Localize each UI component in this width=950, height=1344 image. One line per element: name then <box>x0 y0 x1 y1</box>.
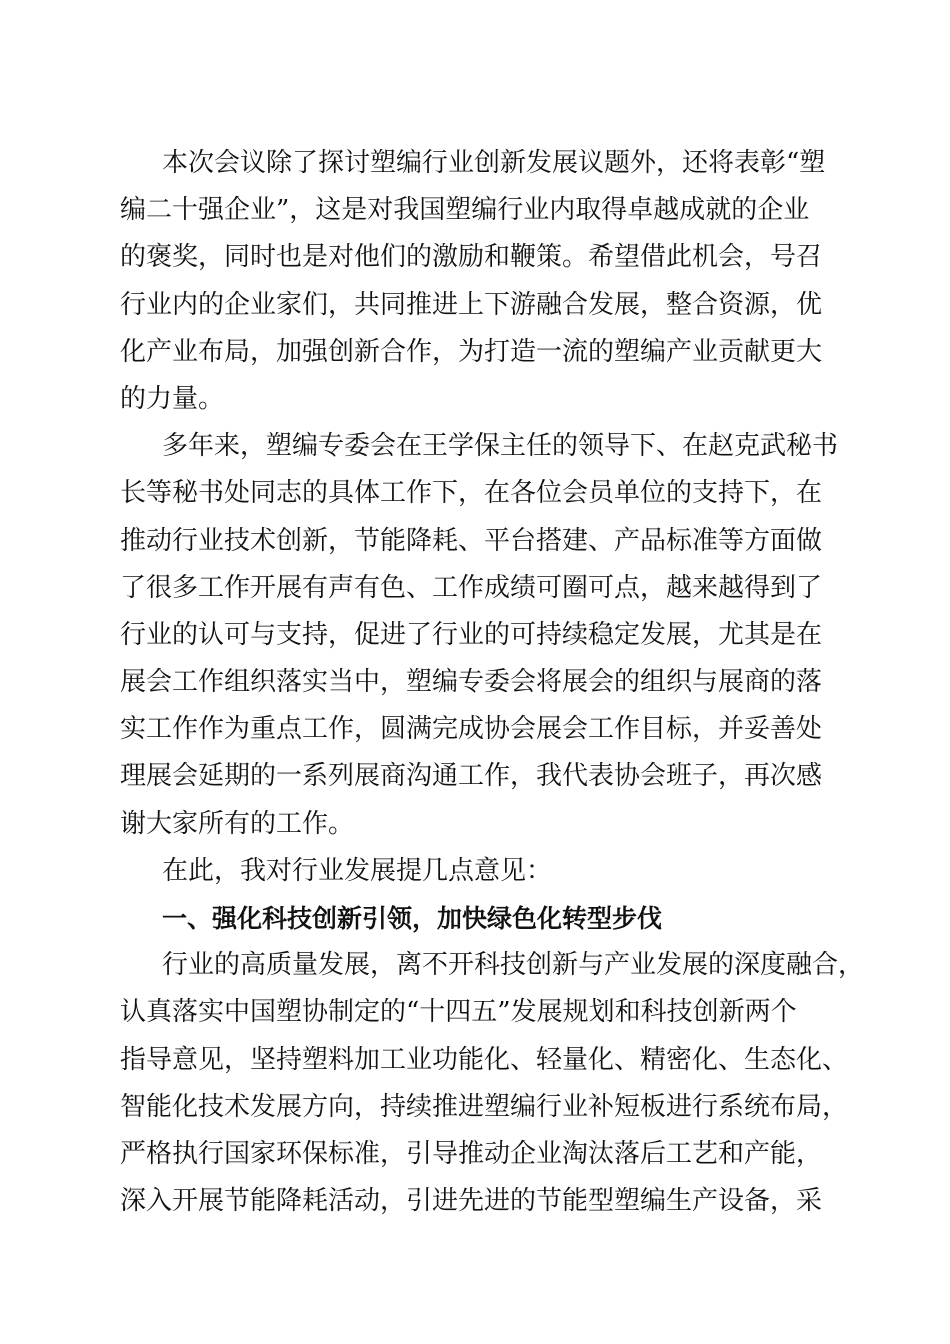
paragraph-line: 深入开展节能降耗活动，引进先进的节能型塑编生产设备，采 <box>120 1186 823 1217</box>
paragraph-line: 推动行业技术创新，节能降耗、平台搭建、产品标准等方面做 <box>120 525 823 556</box>
paragraph-line: 编二十强企业”，这是对我国塑编行业内取得卓越成就的企业 <box>120 195 810 226</box>
paragraph-line: 智能化技术发展方向，持续推进塑编行业补短板进行系统布局， <box>120 1091 849 1122</box>
paragraph-line: 本次会议除了探讨塑编行业创新发展议题外，还将表彰“塑 <box>162 148 826 178</box>
paragraph-line: 多年来，塑编专委会在王学保主任的领导下、在赵克武秘书 <box>162 431 839 462</box>
paragraph-line: 认真落实中国塑协制定的“十四五”发展规划和科技创新两个 <box>120 997 797 1028</box>
paragraph-technology <box>120 942 865 1225</box>
paragraph-line: 在此，我对行业发展提几点意见： <box>162 855 553 886</box>
paragraph-line: 严格执行国家环保标准，引导推动企业淘汰落后工艺和产能， <box>120 1138 823 1169</box>
paragraph-line: 的力量。 <box>120 383 225 414</box>
paragraph-line: 行业的高质量发展，离不开科技创新与产业发展的深度融合， <box>162 950 865 981</box>
paragraph-line: 长等秘书处同志的具体工作下，在各位会员单位的支持下，在 <box>120 478 823 509</box>
paragraph-line: 谢大家所有的工作。 <box>120 808 355 839</box>
paragraph-acknowledgement <box>120 423 839 848</box>
paragraph-awards <box>120 140 832 423</box>
paragraph-line: 行业内的企业家们，共同推进上下游融合发展，整合资源，优 <box>120 289 823 320</box>
paragraph-line: 行业的认可与支持，促进了行业的可持续稳定发展，尤其是在 <box>120 619 823 650</box>
document-body <box>120 140 865 1225</box>
paragraph-line: 实工作作为重点工作，圆满完成协会展会工作目标，并妥善处 <box>120 714 823 745</box>
paragraph-line: 理展会延期的一系列展商沟通工作，我代表协会班子，再次感 <box>120 761 823 792</box>
paragraph-line: 的褒奖，同时也是对他们的激励和鞭策。希望借此机会，号召 <box>120 242 823 273</box>
paragraph-line: 了很多工作开展有声有色、工作成绩可圈可点，越来越得到了 <box>120 572 823 603</box>
paragraph-line: 展会工作组织落实当中，塑编专委会将展会的组织与展商的落 <box>120 667 823 698</box>
paragraph-intro <box>120 848 832 895</box>
section-heading <box>120 895 832 942</box>
paragraph-line: 指导意见，坚持塑料加工业功能化、轻量化、精密化、生态化、 <box>120 1044 849 1075</box>
paragraph-line: 化产业布局，加强创新合作，为打造一流的塑编产业贡献更大 <box>120 336 823 367</box>
section-heading-text: 一、强化科技创新引领，加快绿色化转型步伐 <box>162 904 663 933</box>
